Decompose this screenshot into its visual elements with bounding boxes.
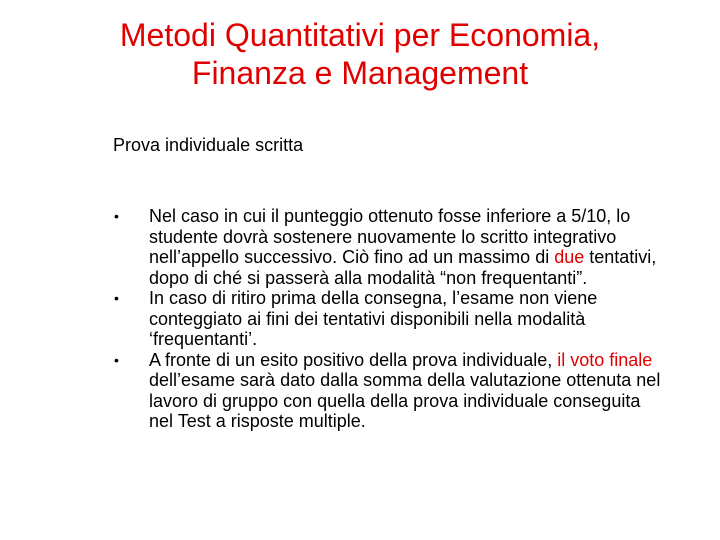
bullet-item-2	[0, 288, 669, 350]
slide-title-line-2: Finanza e Management	[191, 55, 529, 91]
bullet-list	[0, 206, 720, 432]
bullet-text: Nel caso in cui il punteggio ottenuto fosse inferiore a 5/10, lo studente dovrà sostenere nuovamente lo scritto integrativo nell’appello successivo. Ciò fino ad un massimo di	[149, 206, 631, 267]
slide-title-line-1: Metodi Quantitativi per Economia,	[119, 17, 601, 53]
bullet-text: tentativi, dopo di ché si passerà alla modalità “non frequentanti”.	[149, 247, 657, 288]
bullet-item-1	[0, 206, 669, 288]
bullet-dot-icon: •	[114, 208, 119, 224]
bullet-text: In caso di ritiro prima della consegna, l’esame non viene conteggiato ai fini dei tentativi disponibili nella modalità ‘frequentanti’.	[149, 288, 598, 349]
slide-title	[0, 16, 720, 92]
bullet-item-3	[0, 350, 669, 432]
bullet-text: A fronte di un esito positivo della prova individuale,	[149, 349, 558, 370]
bullet-dot-icon: •	[114, 290, 119, 306]
slide-subtitle: Prova individuale scritta	[113, 135, 304, 155]
bullet-text: dell’esame sarà dato dalla somma della valutazione ottenuta nel lavoro di gruppo con quella della prova individuale conseguita nel Test a risposte multiple.	[149, 370, 661, 431]
bullet-dot-icon: •	[114, 351, 119, 368]
highlighted-text: il voto finale	[557, 349, 653, 370]
highlighted-text: due	[554, 247, 585, 267]
